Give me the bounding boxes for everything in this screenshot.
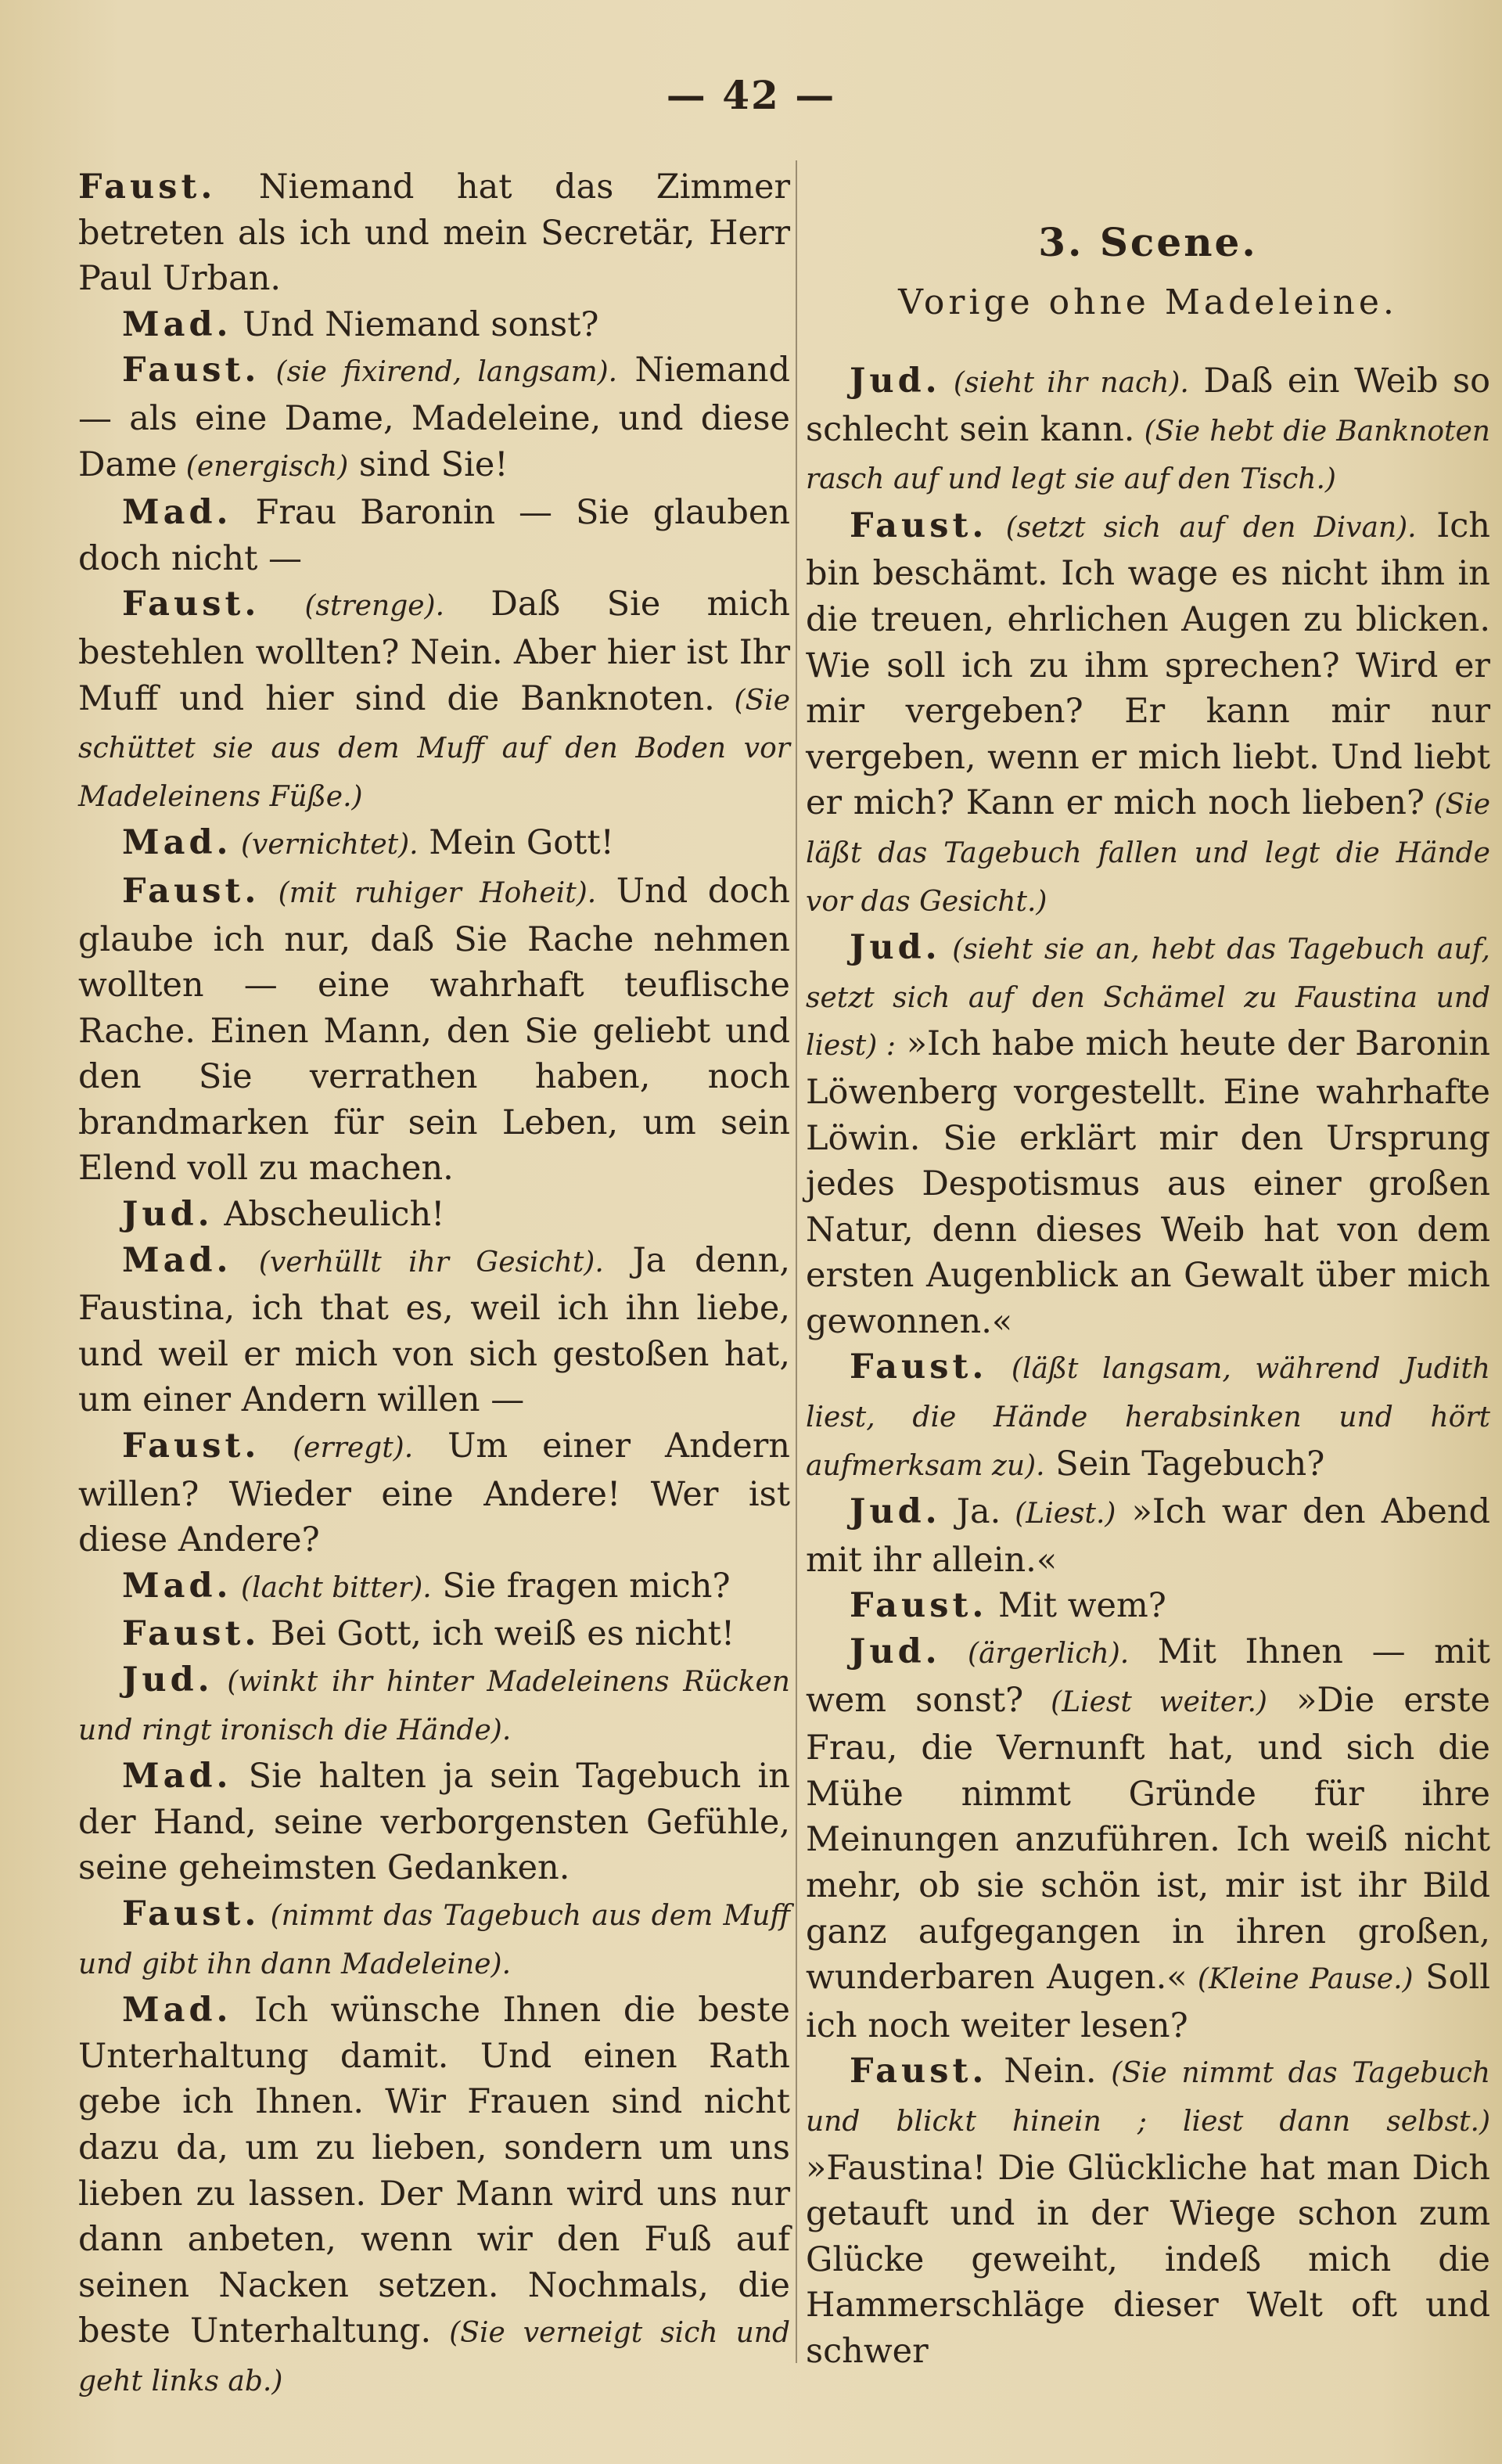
dialogue-text: »Faustina! Die Glückliche hat man Dich getauft und in der Wiege schon zum Glücke geweiht, indeß mich die Hammerschläge dieser Welt oft und schwer [806, 2148, 1490, 2371]
stage-direction: (sieht ihr nach). [940, 367, 1189, 399]
dialogue-paragraph [806, 503, 1490, 925]
dialogue-text: »Ich habe mich heute der Baronin Löwenberg vorgestellt. Eine wahrhafte Löwin. Sie erklärt mir den Ursprung jedes Despotismus aus einer großen Natur, denn dieses Weib hat von dem ersten Augenblick an Gewalt über mich gewonnen.« [806, 1024, 1490, 1341]
stage-direction: (verhüllt ihr Gesicht). [232, 1246, 604, 1279]
dialogue-paragraph [78, 1987, 790, 2405]
dialogue-paragraph [78, 302, 790, 348]
speaker-name: Mad. [122, 1240, 232, 1280]
dialogue-paragraph [78, 820, 790, 869]
stage-direction: (nimmt das Tagebuch aus dem Muff und gibt ihn dann Madeleine). [78, 1899, 790, 1980]
dialogue-text: Sie fragen mich? [431, 1566, 731, 1606]
dialogue-text: Abscheulich! [213, 1195, 445, 1235]
speaker-name: Mad. [122, 1566, 232, 1606]
scene-subtitle: Vorige ohne Madeleine. [898, 282, 1398, 322]
dialogue-paragraph [78, 1657, 790, 1754]
speaker-name: Mad. [122, 304, 232, 344]
speaker-name: Faust. [122, 871, 261, 911]
dialogue-paragraph [806, 1344, 1490, 1489]
dialogue-paragraph [806, 2049, 1490, 2374]
speaker-name: Jud. [850, 362, 941, 401]
stage-direction: (Liest weiter.) [1023, 1685, 1267, 1718]
dialogue-text: sind Sie! [348, 444, 508, 484]
stage-direction: (strenge). [260, 590, 445, 623]
speaker-name: Faust. [122, 1614, 261, 1654]
dialogue-text: »Ich war den Abend mit ihr allein.« [806, 1492, 1490, 1580]
dialogue-paragraph [78, 581, 790, 820]
speaker-name: Jud. [850, 928, 941, 968]
speaker-name: Jud. [122, 1195, 214, 1235]
stage-direction: (ärgerlich). [940, 1638, 1130, 1671]
dialogue-text: Ich bin beschämt. Ich wage es nicht ihm in die treuen, ehrlichen Augen zu blicken. Wie soll ich zu ihm sprechen? Wird er mir vergeben? Er kann mir nur vergeben, wenn er mich liebt. Und liebt er mich? Kann er mich noch lieben? [806, 505, 1491, 823]
speaker-name: Faust. [122, 351, 261, 390]
dialogue-paragraph [806, 1583, 1490, 1629]
stage-direction: (Liest.) [1001, 1498, 1116, 1531]
stage-direction: (erregt). [260, 1432, 414, 1465]
dialogue-paragraph [78, 1611, 790, 1657]
dialogue-text: »Die erste Frau, die Vernunft hat, und sich die Mühe nimmt Gründe für ihre Meinungen anzuführen. Ich weiß nicht mehr, ob sie schön ist, mir ist ihr Bild ganz aufgegangen in ihren großen, wunderbaren Augen.« [806, 1680, 1491, 1998]
speaker-name: Mad. [122, 823, 232, 863]
speaker-name: Mad. [122, 1991, 232, 2031]
dialogue-text: Mit Ihnen — mit wem sonst? [806, 1632, 1490, 1720]
speaker-name: Mad. [122, 493, 232, 533]
dialogue-text: Und doch glaube ich nur, daß Sie Rache nehmen wollten — eine wahrhaft teuflische Rache. Einen Mann, den Sie geliebt und den Sie verrathen haben, noch brandmarken für sein Leben, um sein Elend voll zu machen. [78, 871, 790, 1189]
speaker-name: Faust. [122, 1894, 261, 1933]
speaker-name: Jud. [850, 1492, 941, 1532]
stage-direction: (Sie hebt die Banknoten rasch auf und legt sie auf den Tisch.) [806, 415, 1490, 496]
speaker-name: Faust. [122, 1426, 261, 1466]
dialogue-text: Ich wünsche Ihnen die beste Unterhaltung damit. Und einen Rath gebe ich Ihnen. Wir Frauen sind nicht dazu da, um zu lieben, sondern um uns lieben zu lassen. Der Mann wird uns nur dann anbeten, wenn wir den Fuß auf seinen Nacken setzen. Nochmals, die beste Unterhaltung. [78, 1991, 790, 2351]
dialogue-paragraph [78, 347, 790, 490]
dialogue-text: Sein Tagebuch? [1044, 1444, 1325, 1484]
dialogue-text: Und Niemand sonst? [232, 304, 599, 344]
stage-direction: (Sie verneigt sich und geht links ab.) [78, 2317, 790, 2397]
dialogue-text: Frau Baronin — Sie glauben doch nicht — [78, 493, 790, 578]
stage-direction: (mit ruhiger Hoheit). [260, 876, 597, 909]
dialogue-text: Niemand — als eine Dame, Madeleine, und diese Dame [78, 351, 791, 484]
right-column-body [806, 358, 1490, 2375]
dialogue-text: Ja. [940, 1492, 1001, 1532]
dialogue-paragraph [806, 925, 1490, 1344]
speaker-name: Faust. [122, 585, 261, 624]
stage-direction: (Sie nimmt das Tagebuch und blickt hinein ; liest dann selbst.) [806, 2057, 1491, 2138]
speaker-name: Jud. [122, 1660, 214, 1700]
speaker-name: Faust. [850, 2052, 988, 2092]
dialogue-paragraph [78, 1891, 790, 1987]
stage-direction: (Sie schüttet sie aus dem Muff auf den Boden vor Madeleinens Füße.) [78, 684, 791, 813]
dialogue-paragraph [78, 490, 790, 581]
dialogue-text: Mein Gott! [418, 823, 614, 863]
right-column [806, 164, 1490, 2375]
dialogue-text: Sie halten ja sein Tagebuch in der Hand, seine verborgensten Gefühle, seine geheimsten Gedanken. [78, 1757, 790, 1888]
stage-direction: (setzt sich auf den Divan). [987, 511, 1417, 544]
dialogue-paragraph [806, 1489, 1490, 1583]
speaker-name: Faust. [78, 167, 217, 207]
speaker-name: Faust. [850, 1586, 988, 1626]
page-number: — 42 — [666, 72, 836, 118]
stage-direction: (energisch) [177, 450, 349, 483]
dialogue-paragraph [78, 1754, 790, 1891]
dialogue-text: Mit wem? [987, 1586, 1166, 1626]
dialogue-text: Daß ein Weib so schlecht sein kann. [806, 362, 1490, 449]
stage-direction: (Sie läßt das Tagebuch fallen und legt die Hände vor das Gesicht.) [806, 789, 1491, 918]
dialogue-text: Bei Gott, ich weiß es nicht! [260, 1614, 735, 1654]
stage-direction: (Kleine Pause.) [1187, 1963, 1414, 1996]
dialogue-paragraph [78, 869, 790, 1192]
dialogue-text: Um einer Andern willen? Wieder eine Andere! Wer ist diese Andere? [78, 1426, 790, 1560]
dialogue-text: Soll ich noch weiter lesen? [806, 1958, 1490, 2045]
dialogue-paragraph [78, 164, 790, 302]
scene-title: 3. Scene. [1038, 219, 1258, 265]
dialogue-paragraph [78, 1423, 790, 1563]
speaker-name: Faust. [850, 1347, 988, 1387]
dialogue-text: Ja denn, Faustina, ich that es, weil ich ihn liebe, und weil er mich von sich gestoßen hat, um einer Andern willen — [78, 1240, 790, 1420]
column-divider [796, 160, 797, 2363]
dialogue-text: Daß Sie mich bestehlen wollten? Nein. Aber hier ist Ihr Muff und hier sind die Banknoten. [78, 585, 790, 718]
dialogue-paragraph [78, 1192, 790, 1238]
stage-direction: (sie fixirend, langsam). [260, 356, 618, 389]
left-column [78, 164, 790, 2405]
speaker-name: Mad. [122, 1757, 232, 1797]
dialogue-paragraph [806, 1629, 1490, 2049]
stage-direction: (vernichtet). [232, 829, 419, 862]
speaker-name: Faust. [850, 505, 988, 545]
stage-direction: (läßt langsam, während Judith liest, die Hände herabsinken und hört aufmerksam zu). [806, 1353, 1490, 1482]
stage-direction: (sieht sie an, hebt das Tagebuch auf, setzt sich auf den Schämel zu Faustina und liest) : [806, 933, 1490, 1063]
speaker-name: Jud. [850, 1632, 941, 1672]
dialogue-text: Nein. [987, 2052, 1097, 2092]
dialogue-paragraph [806, 358, 1490, 503]
dialogue-paragraph [78, 1563, 790, 1612]
dialogue-text: Niemand hat das Zimmer betreten als ich und mein Secretär, Herr Paul Urban. [78, 167, 790, 299]
dialogue-paragraph [78, 1238, 790, 1423]
stage-direction: (lacht bitter). [232, 1571, 432, 1604]
stage-direction: (winkt ihr hinter Madeleinens Rücken und ringt ironisch die Hände). [78, 1666, 790, 1746]
